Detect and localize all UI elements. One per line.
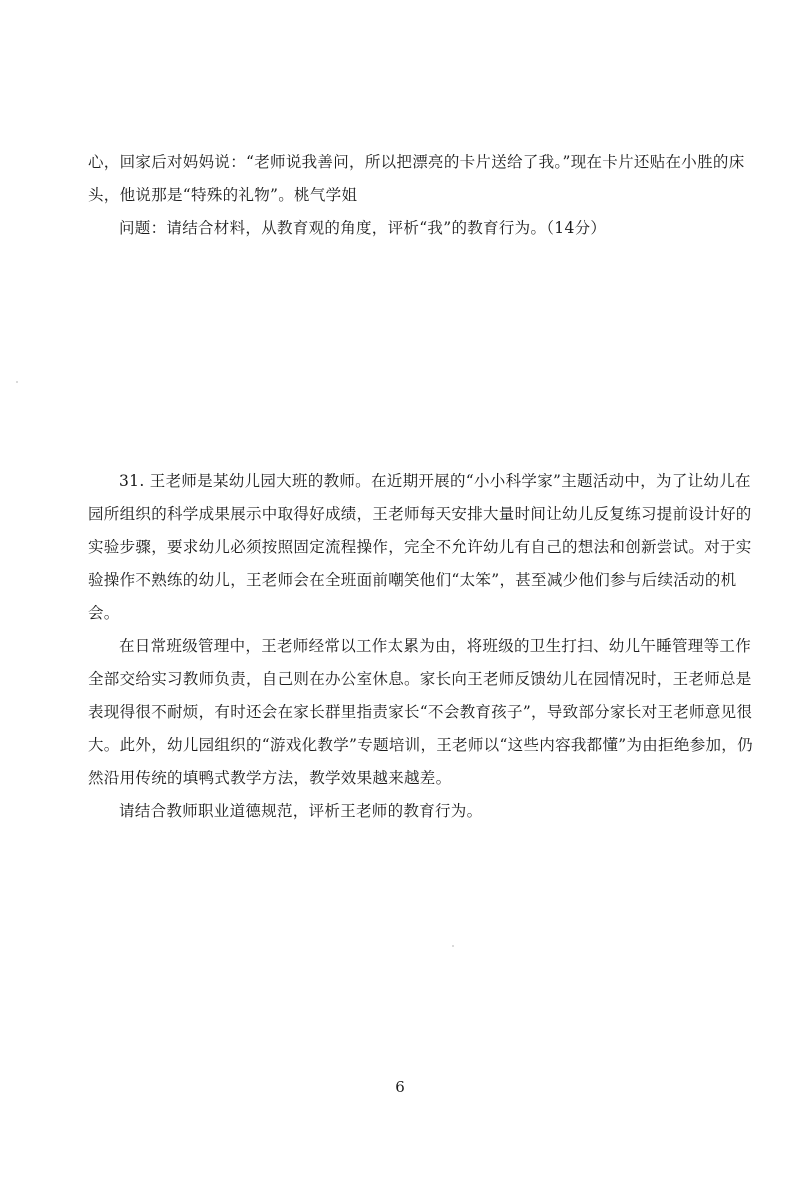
section-question-31 [88, 465, 754, 828]
material-paragraph-1: 31. 王老师是某幼儿园大班的教师。在近期开展的“小小科学家”主题活动中，为了让幼儿在园所组织的科学成果展示中取得好成绩，王老师每天安排大量时间让幼儿反复练习提前设计好的实验步骤，要求幼儿必须按照固定流程操作，完全不允许幼儿有自己的想法和创新尝试。对于实验操作不熟练的幼儿，王老师会在全班面前嘲笑他们“太笨”，甚至减少他们参与后续活动的机会。 [88, 472, 752, 622]
material-continuation: 心，回家后对妈妈说：“老师说我善问，所以把漂亮的卡片送给了我。”现在卡片还贴在小胜的床头，他说那是“特殊的礼物”。桃气学姐 [88, 153, 745, 204]
page-number: 6 [395, 1078, 405, 1096]
scan-speck [452, 945, 454, 947]
question-prompt: 问题：请结合材料，从教育观的角度，评析“我”的教育行为。（14分） [119, 219, 607, 237]
scan-speck [16, 381, 18, 383]
section-previous-question [88, 146, 754, 245]
question-prompt-31: 请结合教师职业道德规范，评析王老师的教育行为。 [119, 802, 483, 820]
material-paragraph-2: 在日常班级管理中，王老师经常以工作太累为由，将班级的卫生打扫、幼儿午睡管理等工作全部交给实习教师负责，自己则在办公室休息。家长向王老师反馈幼儿在园情况时，王老师总是表现得很不耐烦，有时还会在家长群里指责家长“不会教育孩子”，导致部分家长对王老师意见很大。此外，幼儿园组织的“游戏化教学”专题培训，王老师以“这些内容我都懂”为由拒绝参加，仍然沿用传统的填鸭式教学方法，教学效果越来越差。 [88, 637, 753, 787]
